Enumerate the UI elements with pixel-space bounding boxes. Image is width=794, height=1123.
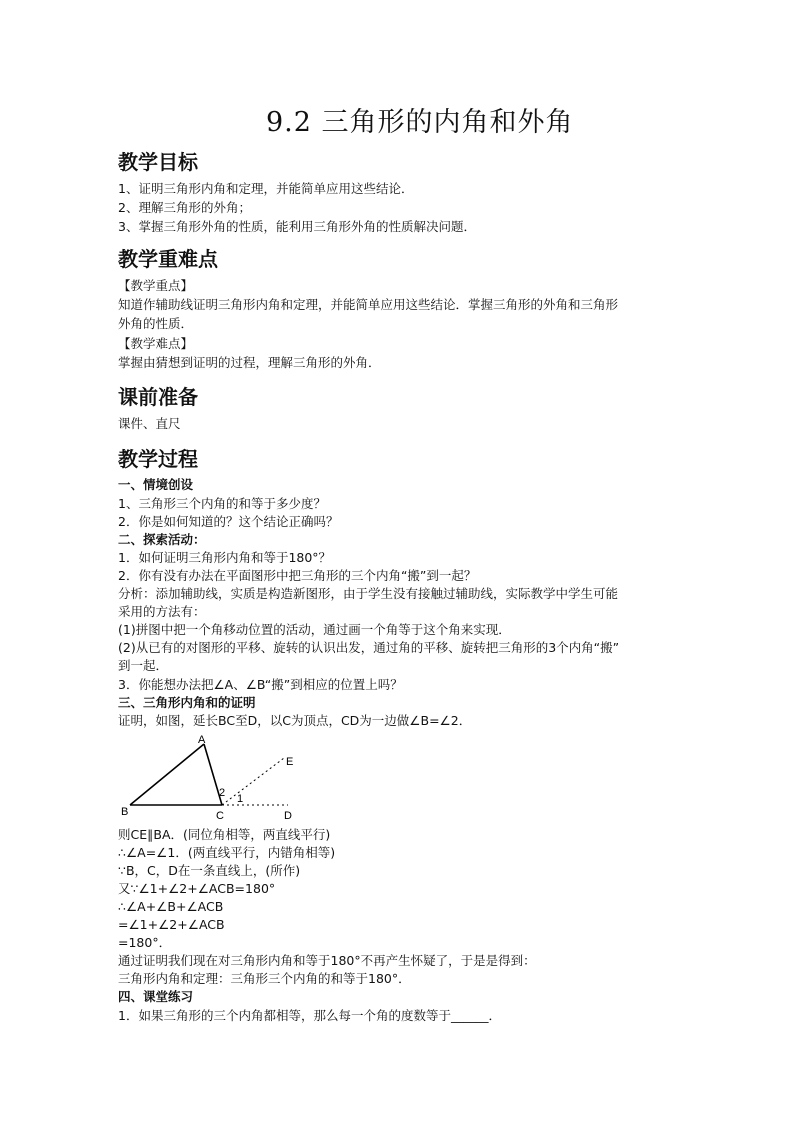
proof-line-3: ∵B，C，D在一条直线上，(所作) bbox=[118, 863, 301, 878]
part3-title: 三、三角形内角和的证明 bbox=[118, 695, 256, 710]
proof-intro: 证明，如图，延长BC至D，以C为顶点，CD为一边做∠B=∠2． bbox=[118, 713, 472, 728]
part2-analysis-1: 分析：添加辅助线，实质是构造新图形，由于学生没有接触过辅助线，实际教学中学生可能 bbox=[118, 586, 619, 601]
label-e: E bbox=[286, 756, 294, 768]
difficulty-label: 【教学难点】 bbox=[118, 336, 194, 351]
label-d: D bbox=[284, 810, 292, 822]
conclusion-2: 三角形内角和定理：三角形三个内角的和等于180°． bbox=[118, 971, 411, 986]
proof-line-4: 又∵∠1+∠2+∠ACB=180° bbox=[118, 881, 276, 896]
heading-prep: 课前准备 bbox=[118, 385, 198, 409]
part2-q2: 2．你有没有办法在平面图形中把三角形的三个内角“搬”到一起？ bbox=[118, 568, 477, 583]
label-angle-2: 2 bbox=[219, 787, 226, 799]
proof-line-2: ∴∠A=∠1．(两直线平行，内错角相等) bbox=[118, 845, 336, 860]
label-a: A bbox=[198, 734, 206, 746]
label-angle-1: 1 bbox=[237, 793, 244, 805]
conclusion-1: 通过证明我们现在对三角形内角和等于180°不再产生怀疑了，于是是得到： bbox=[118, 953, 536, 968]
proof-line-1: 则CE∥BA．(同位角相等，两直线平行) bbox=[118, 827, 331, 842]
heading-goals: 教学目标 bbox=[118, 150, 198, 174]
label-b: B bbox=[121, 806, 129, 818]
part2-analysis-2: 采用的方法有： bbox=[118, 604, 206, 619]
part1-q2: 2．你是如何知道的？这个结论正确吗？ bbox=[118, 514, 339, 529]
part2-q3: 3．你能想办法把∠A、∠B“搬”到相应的位置上吗？ bbox=[118, 677, 403, 692]
goal-item-1: 1、证明三角形内角和定理，并能简单应用这些结论． bbox=[118, 181, 414, 196]
proof-line-5: ∴∠A+∠B+∠ACB bbox=[118, 899, 224, 914]
label-c: C bbox=[216, 810, 224, 822]
part2-method-1: (1)拼图中把一个角移动位置的活动，通过画一个角等于这个角来实现． bbox=[118, 622, 511, 637]
page-title: 9.2 三角形的内角和外角 bbox=[266, 107, 574, 138]
part2-method-2b: 到一起． bbox=[118, 658, 169, 673]
exercise-1: 1．如果三角形的三个内角都相等，那么每一个角的度数等于______． bbox=[118, 1008, 501, 1023]
heading-key-points: 教学重难点 bbox=[118, 247, 218, 271]
difficulty-text: 掌握由猜想到证明的过程，理解三角形的外角． bbox=[118, 355, 381, 370]
focus-text-2: 外角的性质． bbox=[118, 316, 194, 331]
part2-q1: 1．如何证明三角形内角和等于180°？ bbox=[118, 550, 332, 565]
focus-label: 【教学重点】 bbox=[118, 278, 194, 293]
heading-process: 教学过程 bbox=[118, 447, 198, 471]
goal-item-3: 3、掌握三角形外角的性质，能利用三角形外角的性质解决问题． bbox=[118, 219, 476, 234]
proof-line-7: =180°． bbox=[118, 935, 172, 950]
part1-title: 一、情境创设 bbox=[118, 477, 194, 492]
part2-title: 二、探索活动： bbox=[118, 532, 206, 547]
part2-method-2a: (2)从已有的对图形的平移、旋转的认识出发，通过角的平移、旋转把三角形的3个内角“搬” bbox=[118, 640, 620, 655]
side-ab bbox=[130, 744, 204, 805]
ray-ce bbox=[222, 758, 284, 805]
part1-q1: 1、三角形三个内角的和等于多少度？ bbox=[118, 496, 326, 511]
goal-item-2: 2、理解三角形的外角； bbox=[118, 200, 251, 215]
focus-text-1: 知道作辅助线证明三角形内角和定理，并能简单应用这些结论．掌握三角形的外角和三角形 bbox=[118, 297, 619, 312]
part4-title: 四、课堂练习 bbox=[118, 989, 194, 1004]
proof-line-6: =∠1+∠2+∠ACB bbox=[118, 917, 225, 932]
prep-text: 课件、直尺 bbox=[118, 416, 181, 431]
triangle-figure bbox=[118, 732, 318, 824]
